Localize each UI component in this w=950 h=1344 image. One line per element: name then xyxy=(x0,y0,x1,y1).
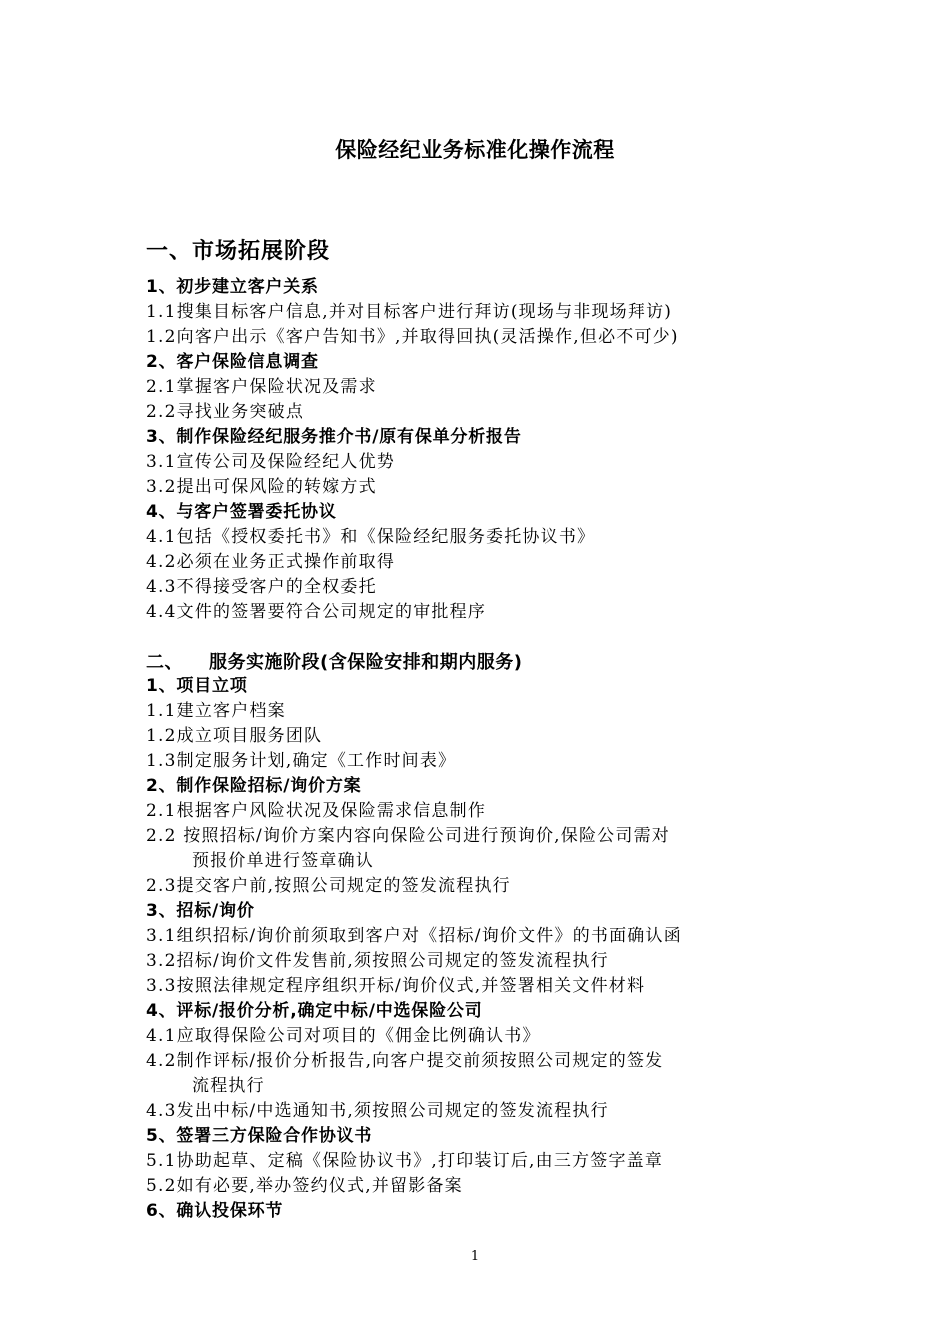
subsection-heading: 4、评标/报价分析,确定中标/中选保险公司 xyxy=(146,1001,483,1021)
list-item: 4.3不得接受客户的全权委托 xyxy=(146,577,377,597)
page-number: 1 xyxy=(470,1249,480,1264)
section-2-title: 服务实施阶段(含保险安排和期内服务) xyxy=(209,652,523,673)
list-item: 2.1掌握客户保险状况及需求 xyxy=(146,377,377,397)
list-item: 2.3提交客户前,按照公司规定的签发流程执行 xyxy=(146,876,511,896)
subsection-heading: 2、客户保险信息调查 xyxy=(146,352,319,372)
list-item: 1.3制定服务计划,确定《工作时间表》 xyxy=(146,751,457,771)
list-item: 1.2成立项目服务团队 xyxy=(146,726,323,746)
list-item: 2.1根据客户风险状况及保险需求信息制作 xyxy=(146,801,487,821)
list-item: 4.2制作评标/报价分析报告,向客户提交前须按照公司规定的签发 xyxy=(146,1051,664,1071)
subsection-heading: 2、制作保险招标/询价方案 xyxy=(146,776,362,796)
list-item: 3.2招标/询价文件发售前,须按照公司规定的签发流程执行 xyxy=(146,951,609,971)
list-item: 1.1建立客户档案 xyxy=(146,701,286,721)
list-item: 5.1协助起草、定稿《保险协议书》,打印装订后,由三方签字盖章 xyxy=(146,1151,664,1171)
list-item: 4.1包括《授权委托书》和《保险经纪服务委托协议书》 xyxy=(146,527,596,547)
list-item: 3.3按照法律规定程序组织开标/询价仪式,并签署相关文件材料 xyxy=(146,976,646,996)
subsection-heading: 1、初步建立客户关系 xyxy=(146,277,319,297)
list-item: 预报价单进行签章确认 xyxy=(192,851,374,871)
subsection-heading: 3、制作保险经纪服务推介书/原有保单分析报告 xyxy=(146,427,522,447)
list-item: 4.4文件的签署要符合公司规定的审批程序 xyxy=(146,602,487,622)
subsection-heading: 5、签署三方保险合作协议书 xyxy=(146,1126,373,1146)
list-item: 1.2向客户出示《客户告知书》,并取得回执(灵活操作,但必不可少) xyxy=(146,327,679,347)
list-item: 1.1搜集目标客户信息,并对目标客户进行拜访(现场与非现场拜访) xyxy=(146,302,673,322)
list-item: 3.1组织招标/询价前须取到客户对《招标/询价文件》的书面确认函 xyxy=(146,926,682,946)
subsection-heading: 6、确认投保环节 xyxy=(146,1201,284,1221)
list-item: 3.1宣传公司及保险经纪人优势 xyxy=(146,452,396,472)
list-item: 2.2寻找业务突破点 xyxy=(146,402,305,422)
section-2-body xyxy=(146,674,826,1224)
section-1-heading: 一、市场拓展阶段 xyxy=(146,239,331,264)
section-1-body xyxy=(146,275,826,625)
subsection-heading: 3、招标/询价 xyxy=(146,901,255,921)
list-item: 5.2如有必要,举办签约仪式,并留影备案 xyxy=(146,1176,463,1196)
list-item: 2.2 按照招标/询价方案内容向保险公司进行预询价,保险公司需对 xyxy=(146,826,670,846)
list-item: 4.3发出中标/中选通知书,须按照公司规定的签发流程执行 xyxy=(146,1101,609,1121)
section-2-number: 二、 xyxy=(146,652,183,673)
list-item: 4.1应取得保险公司对项目的《佣金比例确认书》 xyxy=(146,1026,541,1046)
list-item: 4.2必须在业务正式操作前取得 xyxy=(146,552,396,572)
section-2-heading xyxy=(146,648,522,674)
list-item: 流程执行 xyxy=(192,1076,265,1096)
list-item: 3.2提出可保风险的转嫁方式 xyxy=(146,477,377,497)
subsection-heading: 1、项目立项 xyxy=(146,676,248,696)
document-title: 保险经纪业务标准化操作流程 xyxy=(335,138,615,162)
subsection-heading: 4、与客户签署委托协议 xyxy=(146,502,337,522)
